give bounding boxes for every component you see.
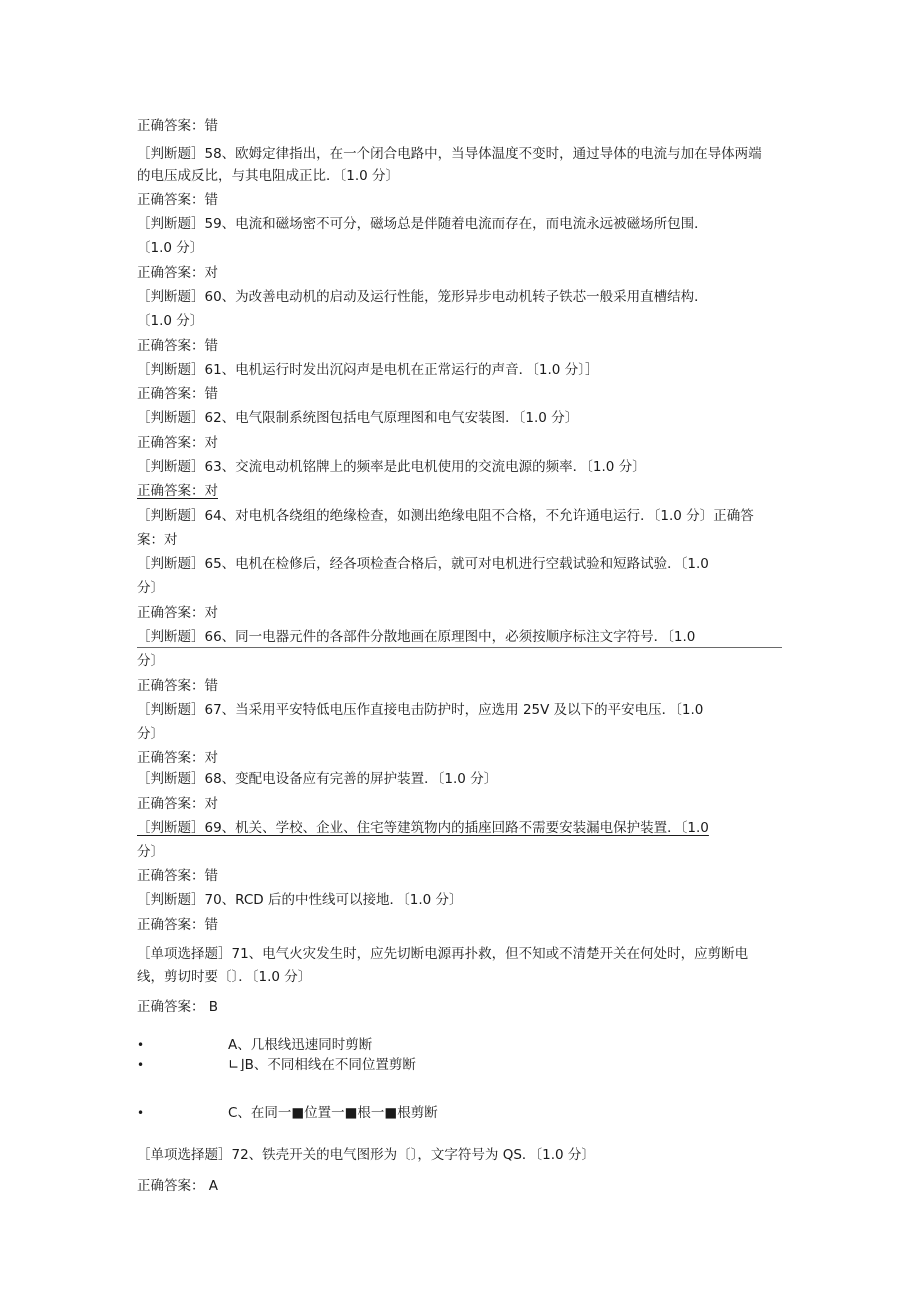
question-58-cont: 的电压成反比，与其电阻成正比．〔1.0 分〕 bbox=[137, 168, 400, 184]
question-59-cont: 〔1.0 分〕 bbox=[137, 240, 204, 256]
divider-line bbox=[137, 647, 782, 648]
bullet-c: • bbox=[137, 1106, 145, 1120]
answer-66: 正确答案：错 bbox=[137, 678, 218, 694]
answer-65: 正确答案：对 bbox=[137, 605, 218, 621]
question-69: ［判断题］69、机关、学校、企业、住宅等建筑物内的插座回路不需要安装漏电保护装置．〔1.0 bbox=[137, 820, 709, 836]
answer-62: 正确答案：对 bbox=[137, 435, 218, 451]
option-c: C、在同一■位置一■根一■根剪断 bbox=[228, 1105, 438, 1121]
question-59: ［判断题］59、电流和磁场密不可分，磁场总是伴随着电流而存在，而电流永远被磁场所包围． bbox=[137, 216, 708, 232]
question-69-cont: 分〕 bbox=[137, 844, 164, 860]
answer-61: 正确答案：错 bbox=[137, 386, 218, 402]
answer-70: 正确答案：错 bbox=[137, 917, 218, 933]
question-64-cont: 案：对 bbox=[137, 532, 178, 548]
answer-71: 正确答案： B bbox=[137, 999, 219, 1015]
question-72: ［单项选择题］72、铁壳开关的电气图形为〔〕，文字符号为 QS．〔1.0 分〕 bbox=[137, 1147, 595, 1163]
question-71-cont: 线，剪切时要〔〕．〔1.0 分〕 bbox=[137, 969, 312, 985]
question-66-cont: 分〕 bbox=[137, 653, 164, 669]
answer-72: 正确答案： A bbox=[137, 1178, 219, 1194]
question-62: ［判断题］62、电气限制系统图包括电气原理图和电气安装图．〔1.0 分〕 bbox=[137, 410, 579, 426]
answer-68: 正确答案：对 bbox=[137, 796, 218, 812]
option-a: A、几根线迅速同时剪断 bbox=[228, 1037, 373, 1053]
bullet-a: • bbox=[137, 1038, 145, 1052]
answer-69: 正确答案：错 bbox=[137, 868, 218, 884]
question-60: ［判断题］60、为改善电动机的启动及运行性能，笼形异步电动机转子铁芯一般采用直槽结构． bbox=[137, 289, 708, 305]
question-63: ［判断题］63、交流电动机铭牌上的频率是此电机使用的交流电源的频率．〔1.0 分〕 bbox=[137, 459, 646, 475]
question-64: ［判断题］64、对电机各绕组的绝缘检查，如测出绝缘电阻不合格，不允许通电运行．〔1.0 分〕正确答 bbox=[137, 508, 754, 524]
question-67: ［判断题］67、当采用平安特低电压作直接电击防护时，应选用 25V 及以下的平安电压．〔1.0 bbox=[137, 702, 704, 718]
question-70: ［判断题］70、RCD 后的中性线可以接地．〔1.0 分〕 bbox=[137, 892, 463, 908]
bullet-b: • bbox=[137, 1058, 145, 1072]
question-58: ［判断题］58、欧姆定律指出，在一个闭合电路中，当导体温度不变时，通过导体的电流与加在导体两端 bbox=[137, 146, 762, 162]
option-b: ∟⌋B、不同相线在不同位置剪断 bbox=[228, 1057, 416, 1073]
answer-67: 正确答案：对 bbox=[137, 750, 218, 766]
answer-57: 正确答案：错 bbox=[137, 118, 218, 134]
answer-59: 正确答案：对 bbox=[137, 265, 218, 281]
question-60-cont: 〔1.0 分〕 bbox=[137, 313, 204, 329]
question-65: ［判断题］65、电机在检修后，经各项检查合格后，就可对电机进行空载试验和短路试验．〔1.0 bbox=[137, 556, 709, 572]
answer-60: 正确答案：错 bbox=[137, 338, 218, 354]
question-61: ［判断题］61、电机运行时发出沉闷声是电机在正常运行的声音．〔1.0 分〕］ bbox=[137, 362, 599, 378]
question-66: ［判断题］66、同一电器元件的各部件分散地画在原理图中，必须按顺序标注文字符号．〔1.0 bbox=[137, 629, 696, 645]
question-67-cont: 分〕 bbox=[137, 726, 164, 742]
question-65-cont: 分〕 bbox=[137, 580, 164, 596]
question-71: ［单项选择题］71、电气火灾发生时，应先切断电源再扑救，但不知或不清楚开关在何处时，应剪断电 bbox=[137, 946, 749, 962]
answer-58: 正确答案：错 bbox=[137, 192, 218, 208]
question-68: ［判断题］68、变配电设备应有完善的屏护装置．〔1.0 分〕 bbox=[137, 771, 498, 787]
answer-63: 正确答案：对 bbox=[137, 483, 218, 499]
